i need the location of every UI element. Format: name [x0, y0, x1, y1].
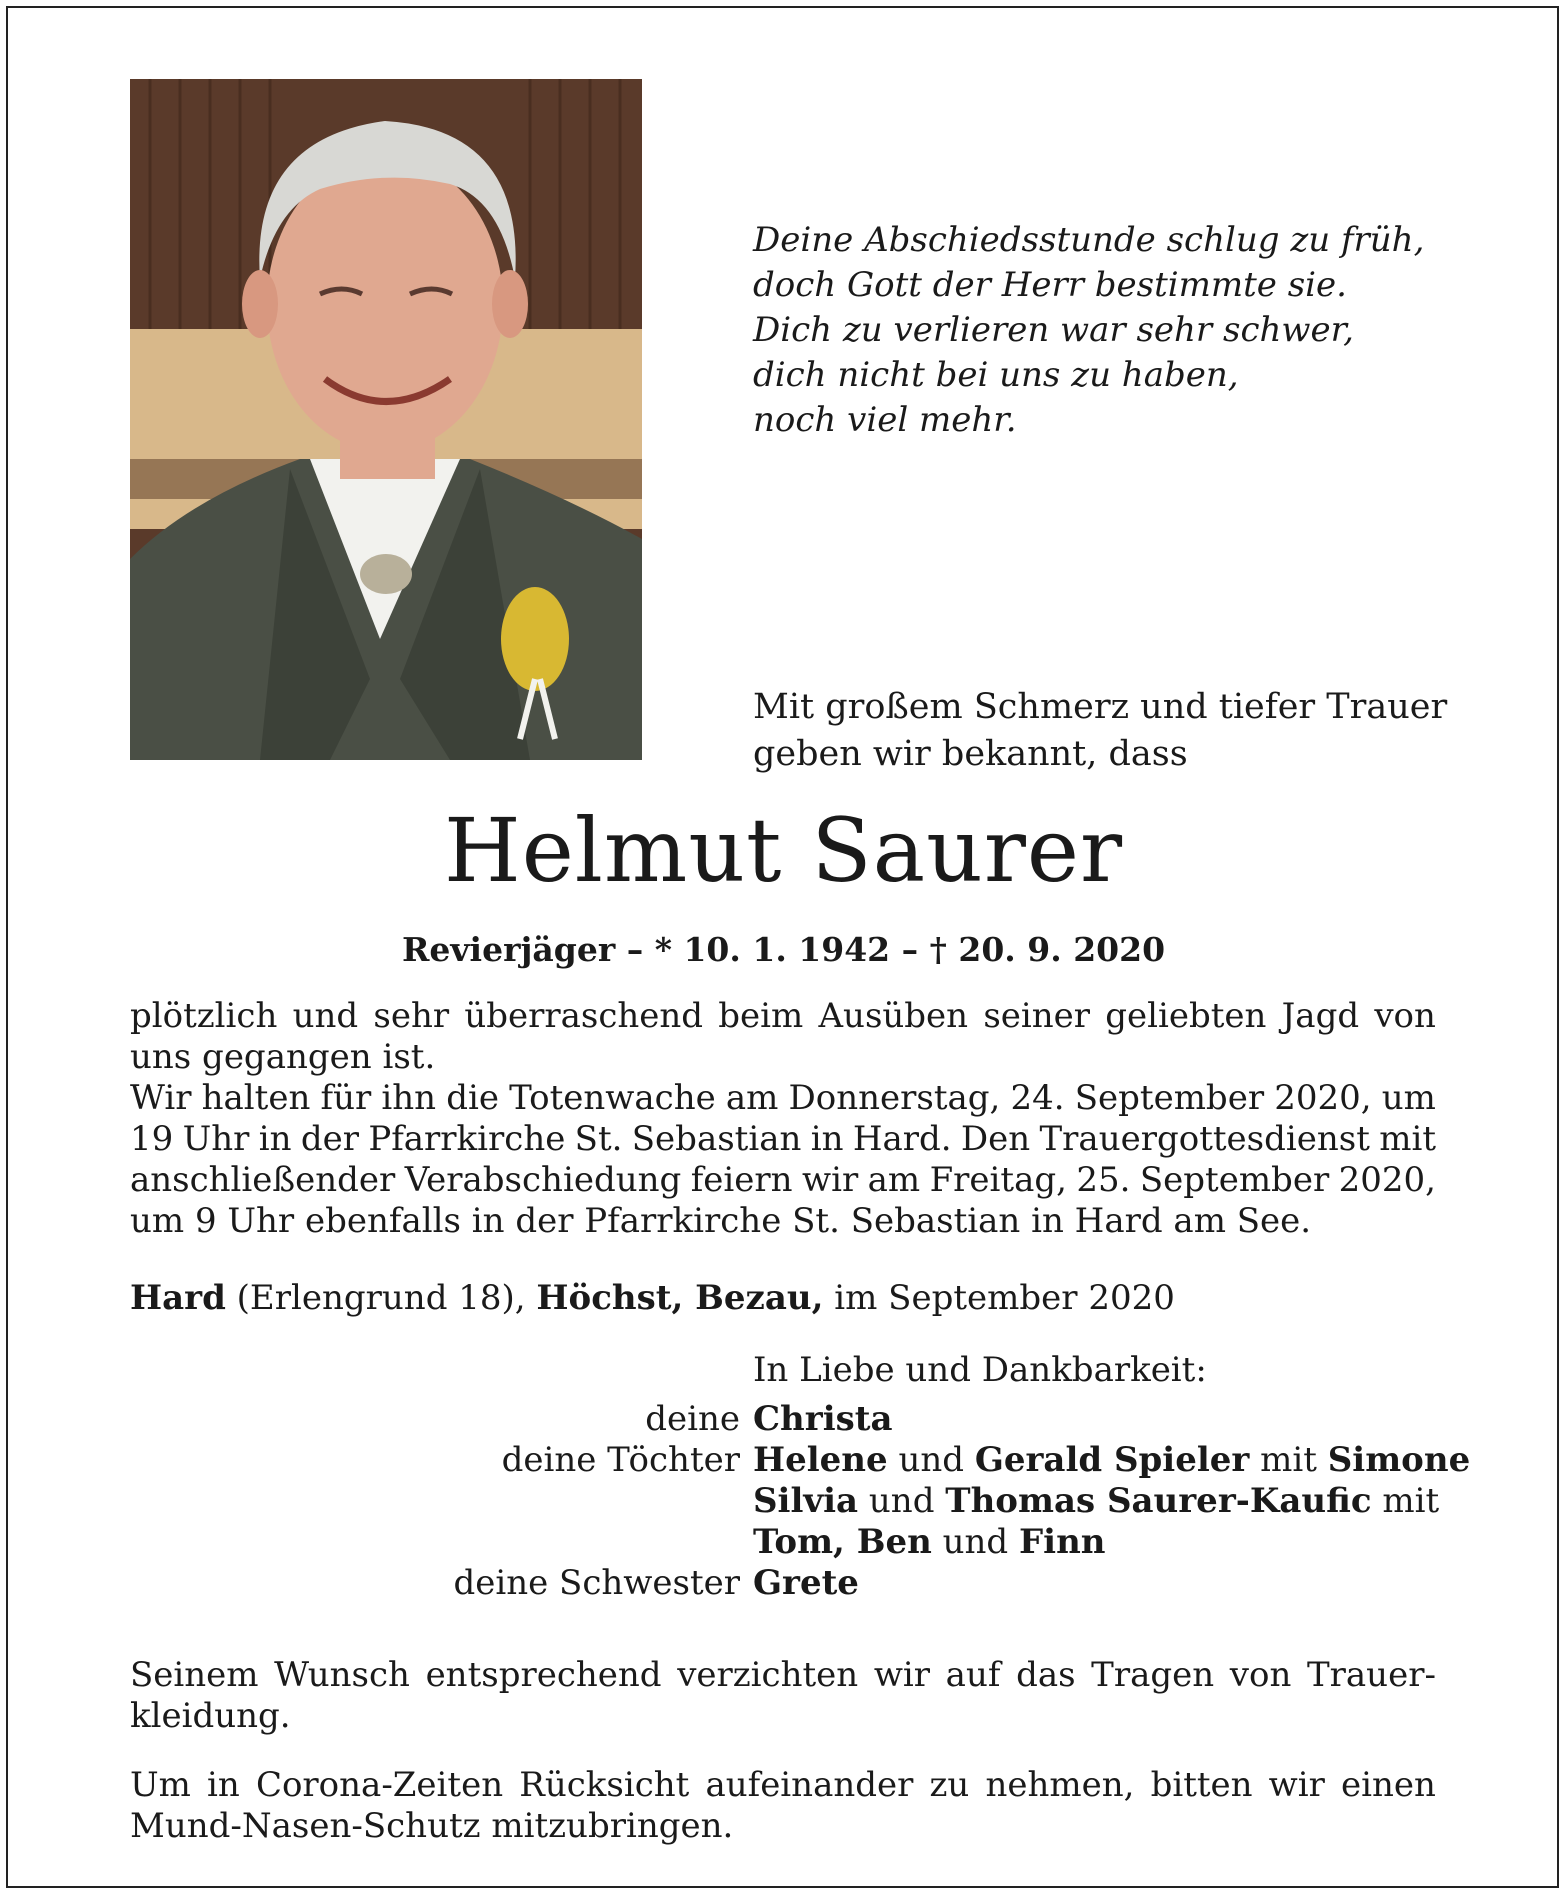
daughter-name: Helene: [753, 1440, 888, 1480]
word: bitten: [1150, 1765, 1253, 1805]
family-row-grandchildren: [0, 1522, 1567, 1563]
connector: und: [858, 1481, 946, 1521]
word: mit: [1379, 1119, 1436, 1159]
body-line: uns gegangen ist.: [130, 1037, 436, 1077]
word: das: [1016, 1655, 1076, 1695]
word: 24.: [1010, 1078, 1065, 1118]
portrait-photo: [130, 79, 642, 760]
word: Seinem: [130, 1655, 259, 1695]
word: auf: [945, 1655, 1001, 1695]
body-line: [130, 1160, 1436, 1201]
word: Rücksicht: [519, 1765, 690, 1805]
family-row-daughters-cont: [0, 1481, 1567, 1522]
word: nehmen,: [985, 1765, 1135, 1805]
word: verzichten: [677, 1655, 859, 1695]
word: aufeinander: [705, 1765, 914, 1805]
word: Hard.: [852, 1119, 952, 1159]
word: wir: [1268, 1765, 1325, 1805]
family-list: [0, 1399, 1567, 1604]
note-line: [130, 1765, 1436, 1806]
word: die: [446, 1078, 499, 1118]
word: Wir: [130, 1078, 192, 1118]
word: in: [207, 1765, 240, 1805]
word: am: [725, 1078, 779, 1118]
corona-note: [130, 1765, 1436, 1847]
word: Verabschiedung: [404, 1160, 682, 1200]
word: Sebastian: [631, 1119, 802, 1159]
relation-label: deine Töchter: [501, 1440, 740, 1480]
grandchild-names: Tom, Ben: [753, 1522, 932, 1562]
word: und: [292, 996, 359, 1036]
partner-name: Gerald Spieler: [974, 1440, 1250, 1480]
verse-line: Dich zu verlieren war sehr schwer,: [753, 310, 1354, 350]
word: Donnerstag,: [788, 1078, 1001, 1118]
announcement-line: geben wir bekannt, dass: [753, 734, 1188, 774]
body-line: um 9 Uhr ebenfalls in der Pfarrkirche St. Sebastian in Hard am See.: [130, 1201, 1312, 1241]
note-line: kleidung.: [130, 1696, 291, 1736]
word: seiner: [983, 996, 1091, 1036]
word: um: [1381, 1078, 1436, 1118]
word: Trauergottesdienst: [1039, 1119, 1370, 1159]
word: sehr: [373, 996, 450, 1036]
word: Tragen: [1091, 1655, 1215, 1695]
word: in: [258, 1119, 292, 1159]
family-row-wife: [0, 1399, 1567, 1440]
announcement: [753, 684, 1453, 778]
verse-line: Deine Abschiedsstunde schlug zu früh,: [753, 220, 1425, 260]
word: anschließender: [130, 1160, 396, 1200]
word: 25.: [1076, 1160, 1131, 1200]
word: überraschend: [464, 996, 704, 1036]
deceased-dates: Revierjäger – * 10. 1. 1942 – † 20. 9. 2020: [401, 930, 1166, 969]
verse-line: doch Gott der Herr bestimmte sie.: [753, 265, 1347, 305]
signoff: In Liebe und Dankbarkeit:: [753, 1350, 1207, 1390]
deceased-name: Helmut Saurer: [443, 799, 1124, 902]
announcement-line: Mit großem Schmerz und tiefer Trauer: [753, 687, 1448, 727]
body-line: [130, 1078, 1436, 1119]
verse: [753, 218, 1453, 443]
word: Um: [130, 1765, 191, 1805]
connector: mit: [1371, 1481, 1440, 1521]
verse-line: dich nicht bei uns zu haben,: [753, 355, 1239, 395]
word: von: [1229, 1655, 1292, 1695]
word: Trauer-: [1306, 1655, 1436, 1695]
word: ihn: [381, 1078, 437, 1118]
word: Pfarrkirche: [368, 1119, 566, 1159]
word: wir: [801, 1160, 859, 1200]
word: geliebten: [1105, 996, 1267, 1036]
word: von: [1374, 996, 1436, 1036]
verse-line: noch viel mehr.: [753, 400, 1017, 440]
word: entsprechend: [425, 1655, 662, 1695]
word: Uhr: [182, 1119, 250, 1159]
connector: und: [887, 1440, 975, 1480]
connector: und: [931, 1522, 1020, 1562]
word: September: [1074, 1078, 1265, 1118]
daughter-name: Silvia: [753, 1481, 859, 1521]
word: Ausüben: [818, 996, 969, 1036]
word: wir: [873, 1655, 931, 1695]
word: 2020,: [1274, 1078, 1372, 1118]
body-line: [130, 996, 1436, 1037]
grandchild-name: Simone: [1327, 1440, 1471, 1480]
word: 19: [130, 1119, 174, 1159]
note-line: Mund-Nasen-Schutz mitzubringen.: [130, 1806, 734, 1846]
family-row-sister: [0, 1563, 1567, 1604]
sister-name: Grete: [753, 1563, 859, 1603]
relation-label: deine: [645, 1399, 740, 1439]
partner-name: Thomas Saurer-Kaufic: [945, 1481, 1372, 1521]
notice-body: [130, 996, 1436, 1242]
word: feiern: [690, 1160, 793, 1200]
word: einen: [1341, 1765, 1436, 1805]
family-row-daughters: [0, 1440, 1567, 1481]
places-line: [130, 1278, 1436, 1319]
word: Den: [960, 1119, 1031, 1159]
place-hoechst-bezau: Höchst, Bezau,: [536, 1278, 824, 1318]
relation-label: deine Schwester: [453, 1563, 740, 1603]
address: (Erlengrund 18),: [225, 1278, 537, 1318]
word: der: [300, 1119, 359, 1159]
word: Corona-Zeiten: [255, 1765, 504, 1805]
place-hard: Hard: [130, 1278, 226, 1318]
word: zu: [929, 1765, 970, 1805]
wife-name: Christa: [753, 1399, 893, 1439]
word: 2020,: [1338, 1160, 1436, 1200]
note-line: [130, 1655, 1436, 1696]
word: St.: [574, 1119, 623, 1159]
word: Totenwache: [509, 1078, 716, 1118]
grandchild-name: Finn: [1019, 1522, 1106, 1562]
word: beim: [718, 996, 804, 1036]
date: im September 2020: [823, 1278, 1175, 1318]
word: Jagd: [1281, 996, 1360, 1036]
word: plötzlich: [130, 996, 278, 1036]
wish-note: [130, 1655, 1436, 1737]
word: Wunsch: [274, 1655, 410, 1695]
body-line: [130, 1119, 1436, 1160]
portrait-image: [130, 79, 642, 760]
connector: mit: [1249, 1440, 1328, 1480]
word: halten: [201, 1078, 311, 1118]
word: für: [320, 1078, 372, 1118]
word: Freitag,: [929, 1160, 1067, 1200]
word: in: [810, 1119, 844, 1159]
word: September: [1139, 1160, 1330, 1200]
word: am: [867, 1160, 921, 1200]
